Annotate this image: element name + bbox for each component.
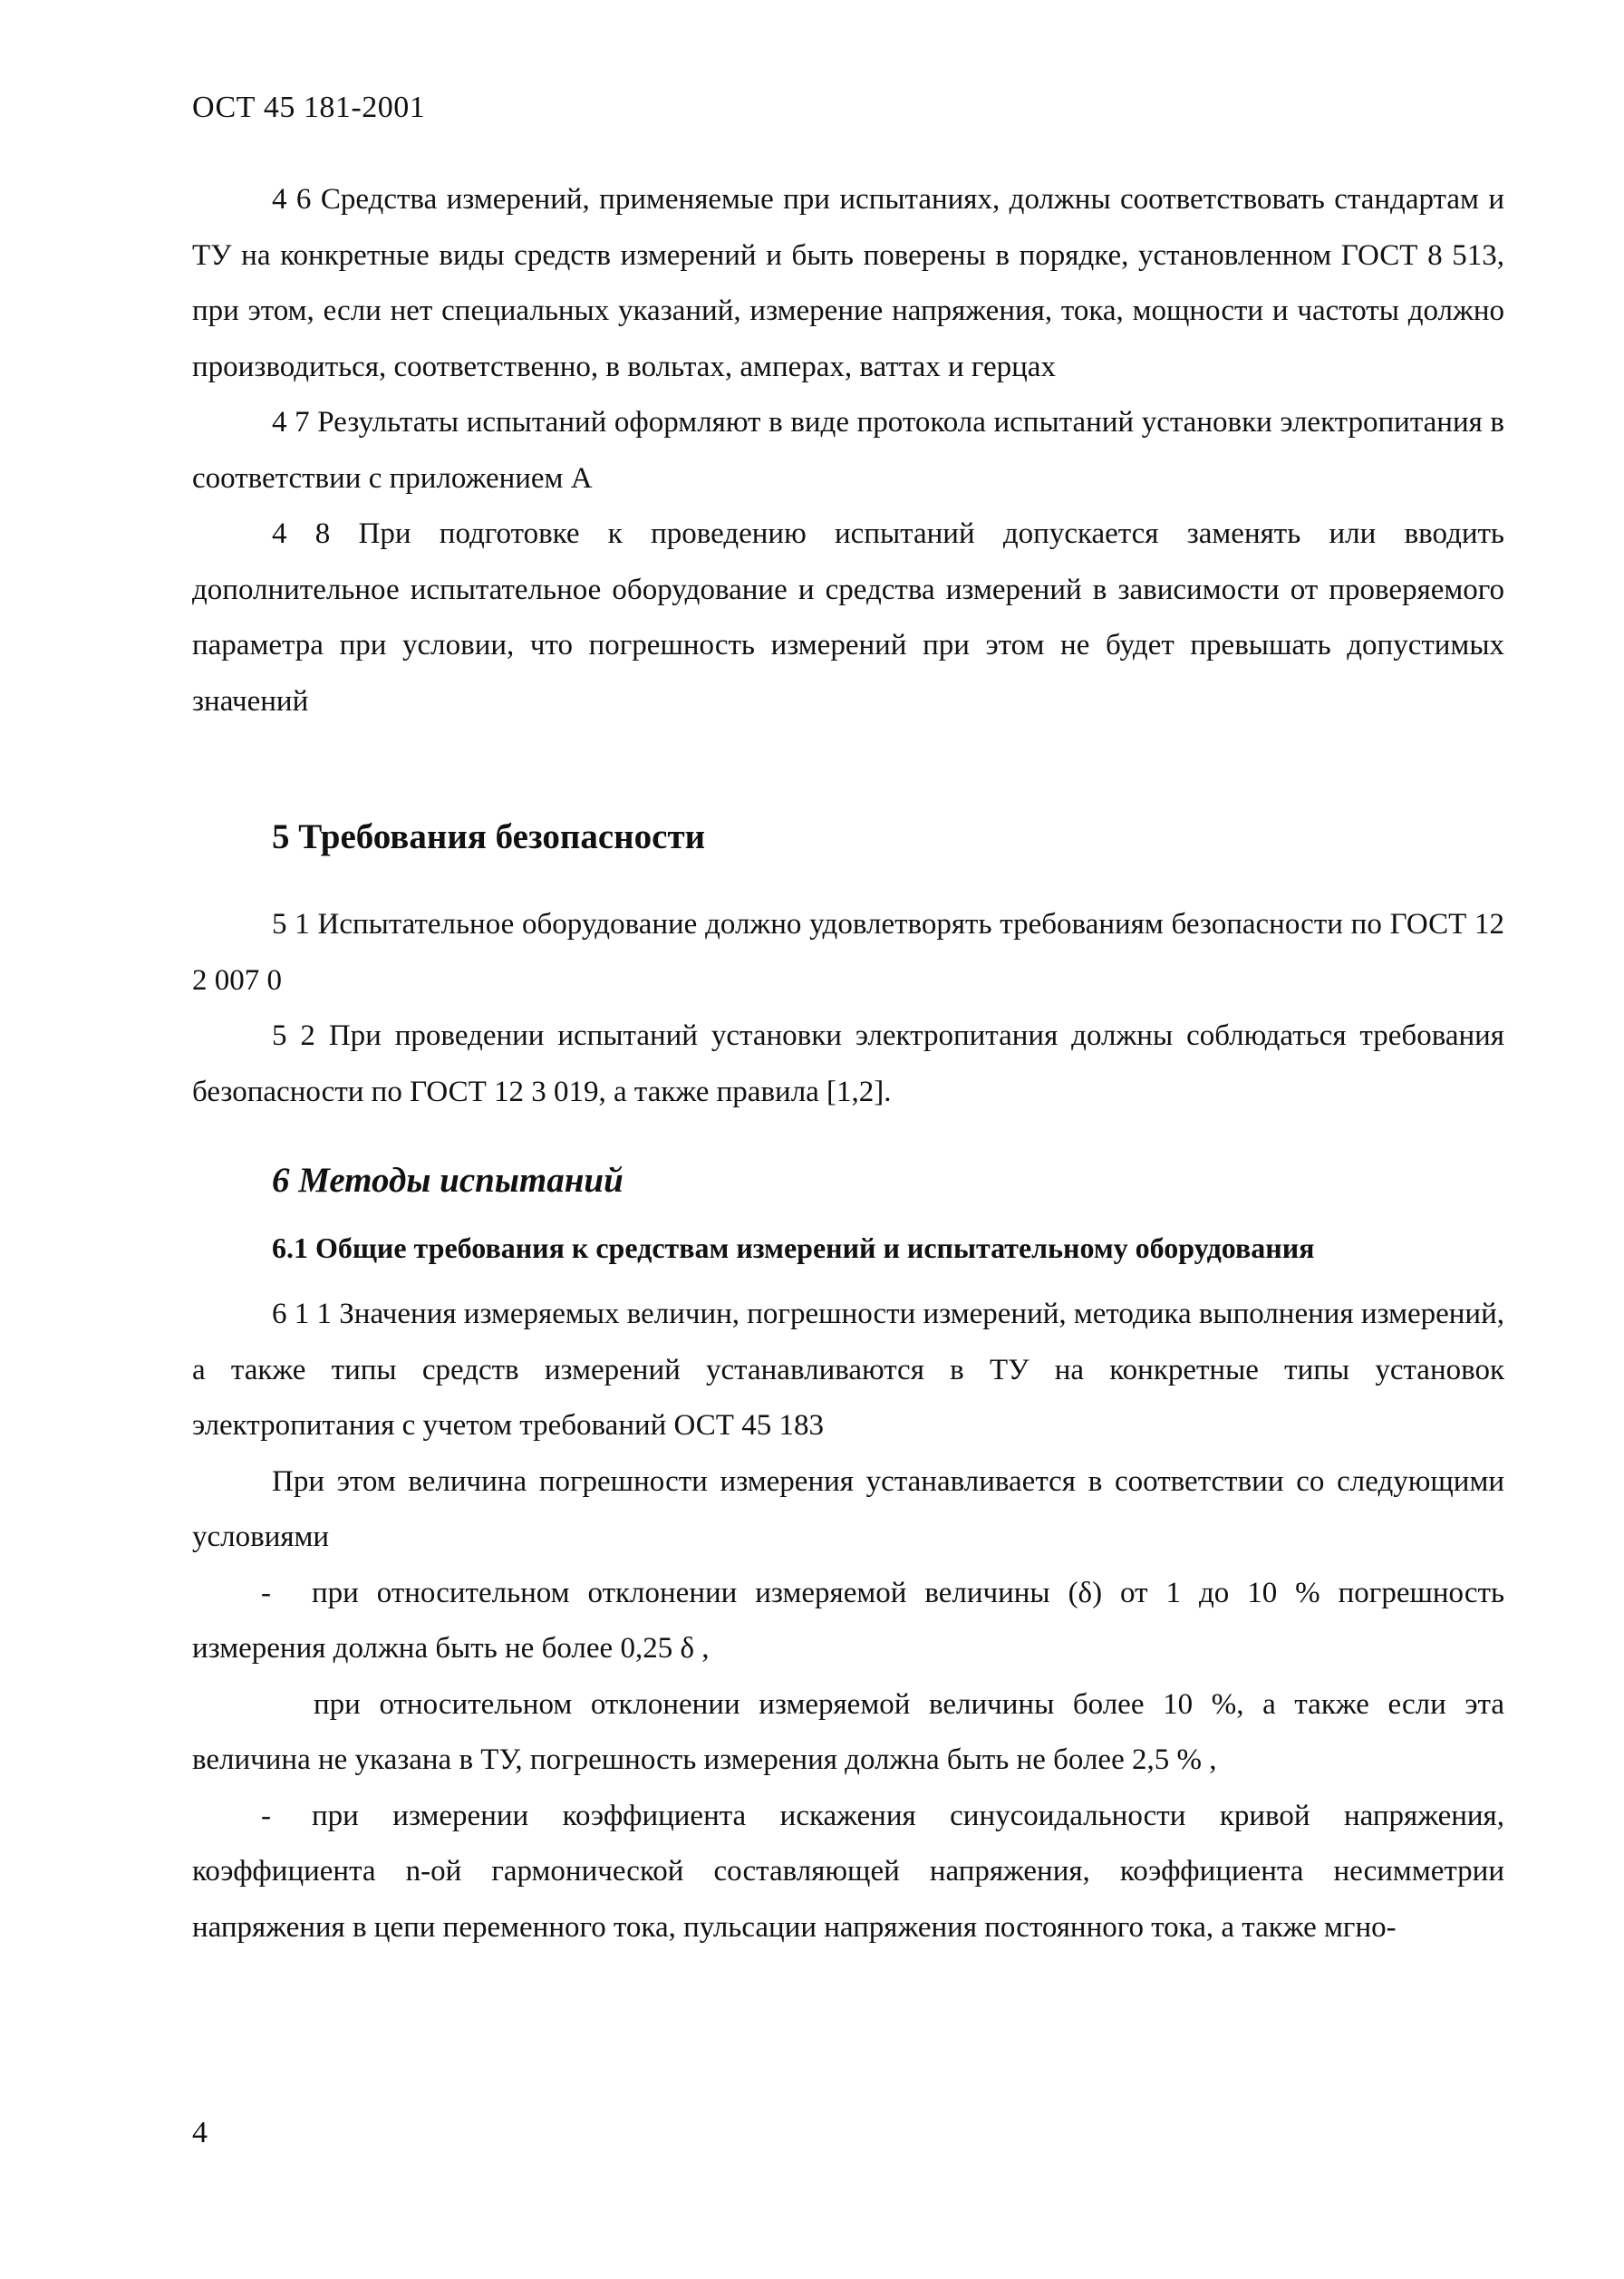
list-dash: - xyxy=(261,1576,271,1609)
clause-5-1: 5 1 Испытательное оборудование должно удовлетворять требованиям безопасности по ГОСТ 12 2 007 0 xyxy=(192,908,1504,997)
page-number: 4 xyxy=(192,2116,208,2149)
list-dash: - xyxy=(261,1799,271,1832)
list-item-condition-1 xyxy=(192,1566,1504,1677)
page-content xyxy=(192,172,1504,1955)
clause-4-7: 4 7 Результаты испытаний оформляют в виде протокола испытаний установки электропитания в соответствии с приложением А xyxy=(192,406,1504,495)
section-6-title: 6 Методы испытаний xyxy=(272,1161,624,1200)
clause-5-2: 5 2 При проведении испытаний установки электропитания должны соблюдаться требования безопасности по ГОСТ 12 3 019, а также правила [1,2]. xyxy=(192,1019,1504,1108)
section-5-title: 5 Требования безопасности xyxy=(272,817,706,856)
clause-4-8: 4 8 При подготовке к проведению испытаний допускается заменять или вводить дополнительное испытательное оборудование и средства измерений в зависимости от проверяемого параметра при условии, что погрешность измерений при этом не будет превышать допустимых значений xyxy=(192,517,1504,718)
list-item-text: при относительном отклонении измеряемой величины (δ) от 1 до 10 % погрешность измерения должна быть не более 0,25 δ , xyxy=(192,1576,1504,1665)
list-item-condition-2: при относительном отклонении измеряемой величины более 10 %, а также если эта величина не указана в ТУ, погрешность измерения должна быть не более 2,5 % , xyxy=(192,1687,1504,1776)
clause-6-1-1: 6 1 1 Значения измеряемых величин, погрешности измерений, методика выполнения измерений, а также типы средств измерений устанавливаются в ТУ на конкретные типы установок электропитания с учетом требований ОСТ 45 183 xyxy=(192,1298,1504,1442)
error-conditions-intro: При этом величина погрешности измерения устанавливается в соответствии со следующими условиями xyxy=(192,1464,1504,1553)
document-code: ОСТ 45 181-2001 xyxy=(192,91,426,124)
subsection-6-1-title: 6.1 Общие требования к средствам измерений и испытательному оборудования xyxy=(272,1231,1315,1264)
clause-4-6: 4 6 Средства измерений, применяемые при испытаниях, должны соответствовать стандартам и ТУ на конкретные виды средств измерений и быть поверены в порядке, установленном ГОСТ 8 513, при этом, если нет специальных указаний, измерение напряжения, тока, мощности и частоты должно производиться, соответственно, в вольтах, амперах, ваттах и герцах xyxy=(192,183,1504,383)
list-item-text: при измерении коэффициента искажения синусоидальности кривой напряжения, коэффициента n-ой гармонической составляющей напряжения, коэффициента несимметрии напряжения в цепи переменного тока, пульсации напряжения постоянного тока, а также мгно- xyxy=(192,1799,1504,1944)
list-item-condition-3 xyxy=(192,1789,1504,1956)
